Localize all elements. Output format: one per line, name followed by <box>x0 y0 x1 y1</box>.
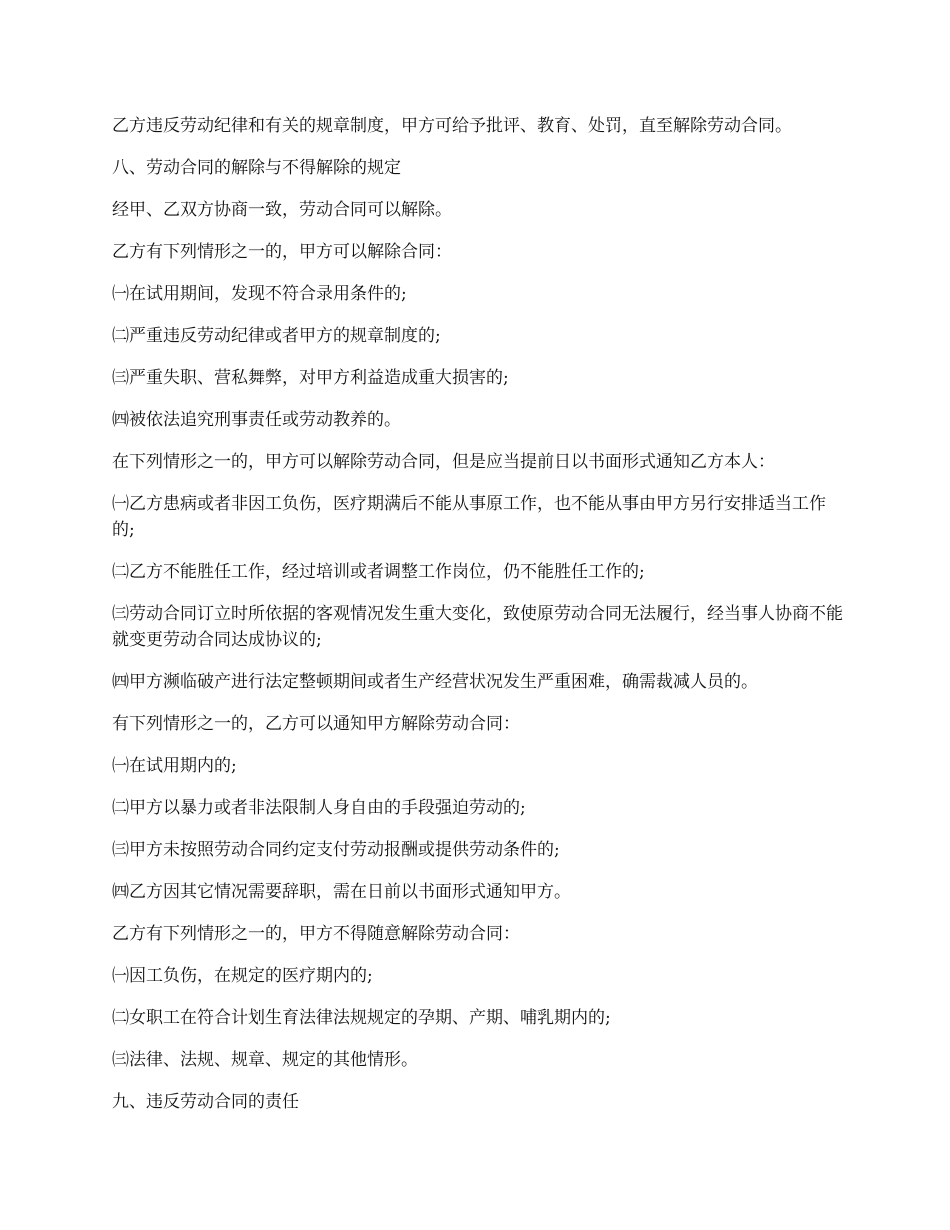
list-item: ㈢法律、法规、规章、规定的其他情形。 <box>112 1050 418 1070</box>
list-item: ㈠在试用期内的; <box>112 756 237 776</box>
list-item: ㈠在试用期间，发现不符合录用条件的; <box>112 284 407 304</box>
list-item: ㈠乙方患病或者非因工负伤，医疗期满后不能从事原工作，也不能从事由甲方另行安排适当工作的; <box>112 494 826 540</box>
list-item: ㈢劳动合同订立时所依据的客观情况发生重大变化，致使原劳动合同无法履行，经当事人协商不能就变更劳动合同达成协议的; <box>112 604 843 650</box>
list-item: ㈣被依法追究刑事责任或劳动教养的。 <box>112 410 401 430</box>
paragraph-discipline-clause: 乙方违反劳动纪律和有关的规章制度，甲方可给予批评、教育、处罚，直至解除劳动合同。 <box>112 116 792 136</box>
paragraph-employer-may-not-terminate: 乙方有下列情形之一的，甲方不得随意解除劳动合同： <box>112 924 520 944</box>
list-item: ㈢甲方未按照劳动合同约定支付劳动报酬或提供劳动条件的; <box>112 840 560 860</box>
section-heading-8: 八、劳动合同的解除与不得解除的规定 <box>112 158 401 178</box>
paragraph-employer-may-terminate: 乙方有下列情形之一的，甲方可以解除合同： <box>112 242 452 262</box>
list-item: ㈢严重失职、营私舞弊，对甲方利益造成重大损害的; <box>112 368 509 388</box>
list-item: ㈡严重违反劳动纪律或者甲方的规章制度的; <box>112 326 441 346</box>
list-item: ㈡女职工在符合计划生育法律法规规定的孕期、产期、哺乳期内的; <box>112 1008 611 1028</box>
paragraph-mutual-termination: 经甲、乙双方协商一致，劳动合同可以解除。 <box>112 200 452 220</box>
paragraph-employee-may-terminate: 有下列情形之一的，乙方可以通知甲方解除劳动合同： <box>112 714 520 734</box>
list-item: ㈠因工负伤，在规定的医疗期内的; <box>112 966 373 986</box>
paragraph-termination-with-notice: 在下列情形之一的，甲方可以解除劳动合同，但是应当提前日以书面形式通知乙方本人： <box>112 452 775 472</box>
list-item: ㈣甲方濒临破产进行法定整顿期间或者生产经营状况发生严重困难，确需裁减人员的。 <box>112 672 758 692</box>
list-item: ㈡乙方不能胜任工作，经过培训或者调整工作岗位，仍不能胜任工作的; <box>112 562 645 582</box>
list-item: ㈣乙方因其它情况需要辞职，需在日前以书面形式通知甲方。 <box>112 882 571 902</box>
list-item: ㈡甲方以暴力或者非法限制人身自由的手段强迫劳动的; <box>112 798 526 818</box>
section-heading-9: 九、违反劳动合同的责任 <box>112 1092 299 1112</box>
